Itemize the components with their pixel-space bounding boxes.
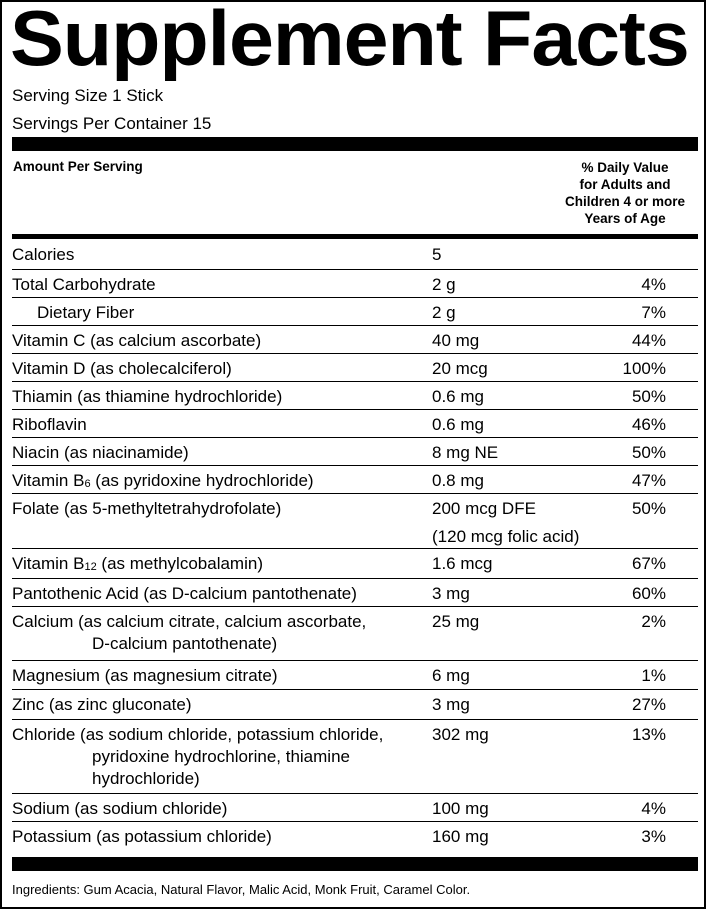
nutrient-amount: 0.6 mg — [432, 415, 484, 434]
top-thick-rule — [12, 137, 698, 151]
nutrient-dv: 7% — [641, 303, 666, 322]
nutrient-amount: 3 mg — [432, 584, 470, 603]
nutrient-row-vitamin-d — [12, 354, 698, 382]
nutrient-amount — [432, 498, 612, 548]
nutrient-dv: 100% — [622, 359, 666, 378]
nutrient-amount: 20 mcg — [432, 359, 488, 378]
name-line: D-calcium pantothenate) — [92, 634, 278, 653]
name-subscript: 12 — [84, 561, 97, 573]
nutrient-amount: 2 g — [432, 303, 456, 322]
ingredients-statement: Ingredients: Gum Acacia, Natural Flavor, Malic Acid, Monk Fruit, Caramel Color. — [12, 882, 471, 897]
name-part: Vitamin B — [12, 554, 85, 573]
nutrient-name: Sodium (as sodium chloride) — [12, 799, 228, 818]
nutrient-dv: 2% — [641, 612, 666, 631]
nutrient-amount: 5 — [432, 245, 442, 264]
nutrient-name — [12, 724, 424, 790]
amount-line: (120 mcg folic acid) — [432, 527, 580, 546]
nutrient-name: Magnesium (as magnesium citrate) — [12, 666, 278, 685]
nutrient-amount: 302 mg — [432, 725, 489, 744]
nutrient-dv: 46% — [631, 415, 666, 434]
nutrient-amount: 160 mg — [432, 827, 489, 846]
name-line: hydrochloride) — [92, 769, 200, 788]
nutrient-name: Zinc (as zinc gluconate) — [12, 695, 192, 714]
panel-title: Supplement Facts — [10, 0, 689, 82]
nutrient-amount: 40 mg — [432, 331, 480, 350]
nutrient-row-sodium — [12, 794, 698, 822]
name-part: (as pyridoxine hydrochloride) — [90, 471, 314, 490]
nutrient-name: Riboflavin — [12, 415, 87, 434]
nutrient-name: Total Carbohydrate — [12, 275, 156, 294]
nutrient-name: Folate (as 5-methyltetrahydrofolate) — [12, 499, 282, 518]
serving-size: Serving Size 1 Stick — [12, 86, 164, 105]
name-subscript: 6 — [84, 478, 91, 490]
bottom-thick-rule — [12, 857, 698, 871]
nutrient-dv: 50% — [631, 443, 666, 462]
nutrient-row-pantothenic-acid — [12, 579, 698, 607]
nutrient-row-vitamin-b6 — [12, 466, 698, 494]
nutrient-amount: 25 mg — [432, 612, 480, 631]
nutrient-name: Vitamin D (as cholecalciferol) — [12, 359, 232, 378]
nutrient-amount: 100 mg — [432, 799, 489, 818]
nutrient-name: Niacin (as niacinamide) — [12, 443, 189, 462]
nutrient-amount: 2 g — [432, 275, 456, 294]
nutrient-row-calories — [12, 240, 698, 270]
nutrient-name: Thiamin (as thiamine hydrochloride) — [12, 387, 283, 406]
nutrient-amount: 1.6 mcg — [432, 554, 493, 573]
nutrient-dv: 27% — [631, 695, 666, 714]
header-rule — [12, 234, 698, 239]
name-part: (as methylcobalamin) — [96, 554, 263, 573]
dv-header-line: Children 4 or more — [564, 194, 686, 209]
nutrient-dv: 4% — [641, 275, 666, 294]
nutrient-dv: 50% — [631, 387, 666, 406]
nutrient-amount: 0.6 mg — [432, 387, 484, 406]
nutrient-amount: 6 mg — [432, 666, 470, 685]
nutrient-name — [12, 553, 424, 575]
nutrient-dv: 67% — [631, 554, 666, 573]
amount-line: 200 mcg DFE — [432, 499, 536, 518]
nutrient-row-potassium — [12, 822, 698, 850]
nutrient-row-zinc — [12, 690, 698, 720]
nutrient-dv: 44% — [631, 331, 666, 350]
nutrient-row-vitamin-b12 — [12, 549, 698, 579]
nutrient-dv: 13% — [631, 725, 666, 744]
nutrient-name: Vitamin C (as calcium ascorbate) — [12, 331, 262, 350]
nutrient-row-folate — [12, 494, 698, 549]
nutrient-dv: 4% — [641, 799, 666, 818]
nutrient-amount: 8 mg NE — [432, 443, 499, 462]
name-line: pyridoxine hydrochlorine, thiamine — [92, 747, 350, 766]
amount-per-serving-header: Amount Per Serving — [13, 159, 143, 174]
nutrient-name: Potassium (as potassium chloride) — [12, 827, 272, 846]
name-line: Chloride (as sodium chloride, potassium chloride, — [12, 725, 384, 744]
dv-header-line: Years of Age — [584, 211, 666, 226]
nutrient-table — [12, 240, 698, 850]
nutrient-row-dietary-fiber — [12, 298, 698, 326]
nutrient-row-total-carbohydrate — [12, 270, 698, 298]
nutrient-name — [12, 470, 424, 492]
nutrient-dv: 60% — [631, 584, 666, 603]
nutrient-amount: 3 mg — [432, 695, 470, 714]
nutrient-row-riboflavin — [12, 410, 698, 438]
nutrient-dv: 47% — [631, 471, 666, 490]
nutrient-row-thiamin — [12, 382, 698, 410]
nutrient-row-calcium — [12, 607, 698, 661]
nutrient-dv: 3% — [641, 827, 666, 846]
dv-header-line: % Daily Value — [581, 160, 669, 175]
nutrient-dv: 1% — [641, 666, 666, 685]
nutrient-row-niacin — [12, 438, 698, 466]
servings-per-container: Servings Per Container 15 — [12, 114, 212, 133]
nutrient-row-magnesium — [12, 661, 698, 690]
nutrient-dv: 50% — [631, 499, 666, 518]
nutrient-name — [12, 611, 424, 655]
daily-value-header — [550, 159, 700, 227]
nutrient-amount: 0.8 mg — [432, 471, 484, 490]
nutrient-name: Dietary Fiber — [37, 303, 135, 322]
dv-header-line: for Adults and — [579, 177, 671, 192]
nutrient-row-vitamin-c — [12, 326, 698, 354]
nutrient-name: Calories — [12, 245, 75, 264]
nutrient-name: Pantothenic Acid (as D-calcium pantothenate) — [12, 584, 357, 603]
name-line: Calcium (as calcium citrate, calcium ascorbate, — [12, 612, 367, 631]
nutrient-row-chloride — [12, 720, 698, 794]
name-part: Vitamin B — [12, 471, 85, 490]
